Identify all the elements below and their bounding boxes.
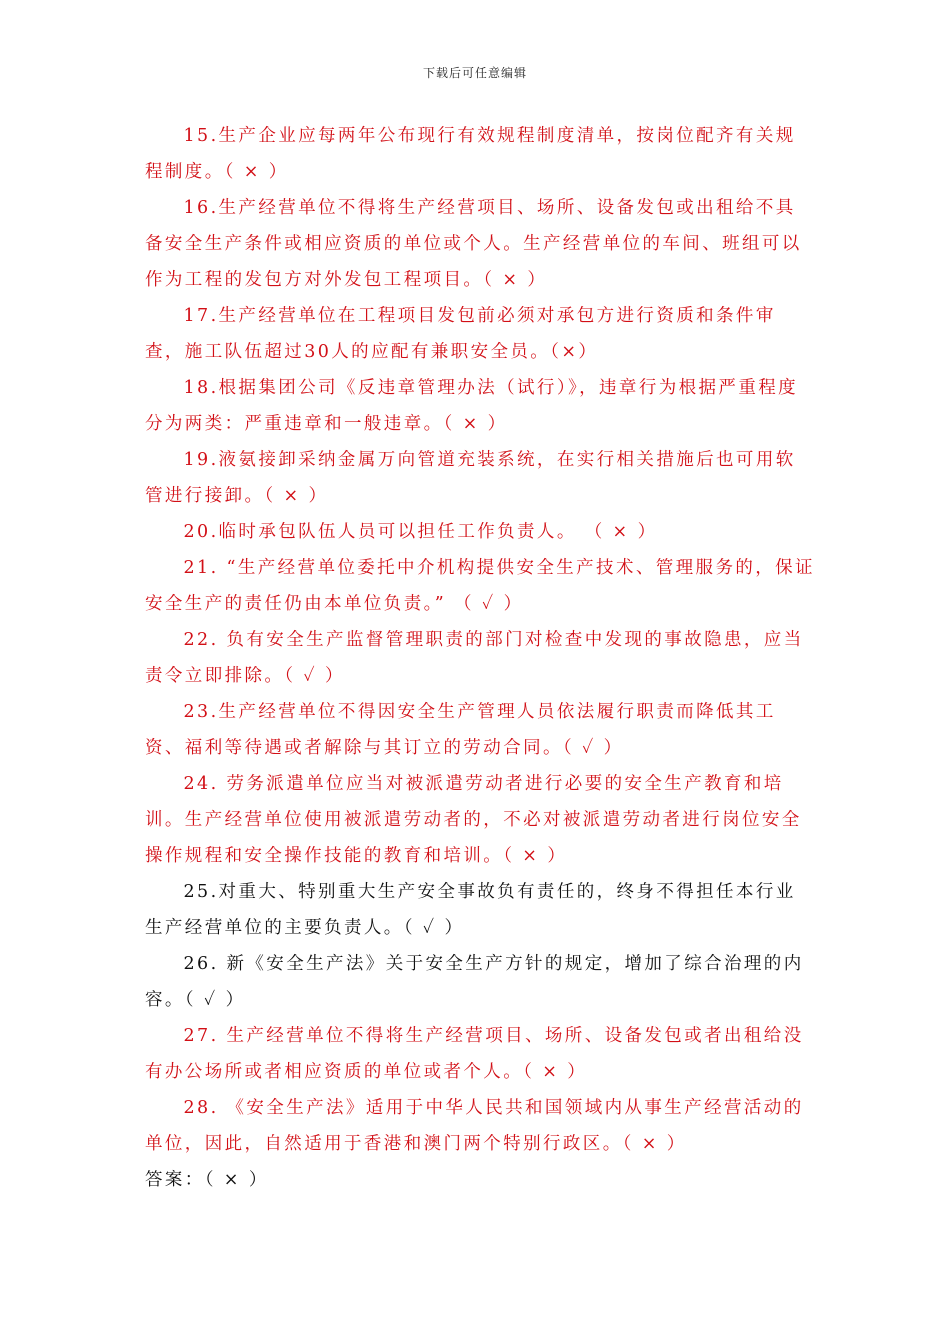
question-25: 25.对重大、特别重大生产安全事故负有责任的，终身不得担任本行业生产经营单位的主要负责人。（ ✓ ） [145,882,796,938]
question-23: 23.生产经营单位不得因安全生产管理人员依法履行职责而降低其工资、福利等待遇或者解除与其订立的劳动合同。（ ✓ ） [145,702,776,758]
question-16: 16.生产经营单位不得将生产经营项目、场所、设备发包或出租给不具备安全生产条件或相应资质的单位或个人。生产经营单位的车间、班组可以作为工程的发包方对外发包工程项目。（ × ） [145,198,802,290]
answer-line: 答案：（ × ） [145,1170,269,1190]
question-24: 24. 劳务派遣单位应当对被派遣劳动者进行必要的安全生产教育和培训。生产经营单位使用被派遣劳动者的，不必对被派遣劳动者进行岗位安全操作规程和安全操作技能的教育和培训。（ × ） [145,774,802,866]
question-18: 18.根据集团公司《反违章管理办法（试行）》，违章行为根据严重程度分为两类：严重违章和一般违章。（ × ） [145,378,799,434]
page-header: 下载后可任意编辑 [422,66,527,80]
question-27: 27. 生产经营单位不得将生产经营项目、场所、设备发包或者出租给没有办公场所或者相应资质的单位或者个人。（ × ） [145,1026,804,1082]
question-21: 21. “生产经营单位委托中介机构提供安全生产技术、管理服务的，保证安全生产的责任仍由本单位负责。” （ ✓ ） [145,558,815,614]
question-28: 28. 《安全生产法》适用于中华人民共和国领域内从事生产经营活动的单位，因此，自然适用于香港和澳门两个特别行政区。（ × ） [145,1098,804,1154]
question-20: 20.临时承包队伍人员可以担任工作负责人。 （ × ） [183,522,658,542]
question-19: 19.液氨接卸采纳金属万向管道充装系统，在实行相关措施后也可用软管进行接卸。（ × ） [145,450,796,506]
question-17: 17.生产经营单位在工程项目发包前必须对承包方进行资质和条件审查，施工队伍超过30人的应配有兼职安全员。（×） [145,306,776,362]
question-26: 26. 新《安全生产法》关于安全生产方针的规定，增加了综合治理的内容。（ ✓ ） [145,954,804,1010]
question-list [145,118,815,1198]
question-15: 15.生产企业应每两年公布现行有效规程制度清单，按岗位配齐有关规程制度。（ × ） [145,126,796,182]
question-22: 22. 负有安全生产监督管理职责的部门对检查中发现的事故隐患，应当责令立即排除。（ ✓ ） [145,630,804,686]
